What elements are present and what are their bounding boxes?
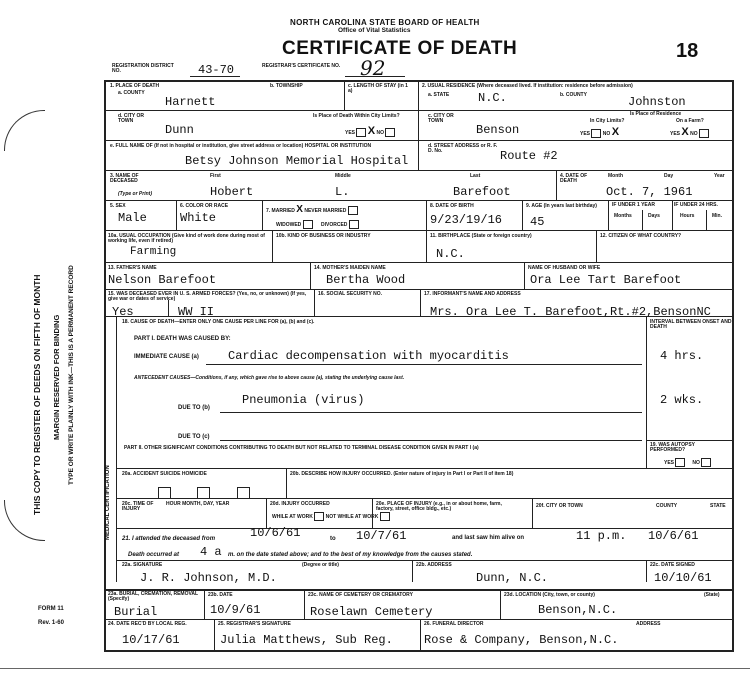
within-no-label: NO — [376, 129, 385, 136]
married-label: 7. MARRIED — [266, 207, 295, 214]
not-at-work-label: NOT WHILE AT WORK — [325, 513, 379, 520]
death-occurred-rest: m. on the date stated above; and to the best of my knowledge from the causes stated. — [228, 552, 473, 558]
attended-to: 10/7/61 — [356, 529, 407, 543]
res-county: Johnston — [628, 95, 686, 109]
due-b-label: DUE TO (b) — [178, 405, 210, 411]
res-in-place-label: Is Place of Residence — [630, 111, 682, 117]
res-state: N.C. — [478, 91, 507, 105]
part1-label: PART I. DEATH WAS CAUSED BY: — [134, 336, 231, 342]
cemetery-name: Roselawn Cemetery — [310, 605, 433, 619]
death-occurred-at: 4 a — [200, 545, 222, 559]
war-service: WW II — [178, 305, 215, 319]
farm-yes-label: YES — [670, 130, 681, 137]
accident-type-label: 20a. ACCIDENT SUICIDE HOMICIDE — [122, 471, 207, 477]
due-to-b: Pneumonia (virus) — [242, 393, 365, 407]
occupation: Farming — [130, 246, 177, 258]
res-no-mark: X — [611, 125, 620, 138]
accident-boxes — [158, 484, 250, 502]
months-label: Months — [614, 213, 632, 219]
sex-label: 5. SEX — [110, 203, 126, 209]
sex: Male — [118, 211, 147, 225]
business-label: 10b. KIND OF BUSINESS OR INDUSTRY — [276, 233, 371, 239]
last-name-label: Last — [470, 173, 481, 179]
hospital-name: Betsy Johnson Memorial Hospital — [185, 154, 409, 168]
stay-label: c. LENGTH OF STAY (in 1 a) — [348, 83, 408, 94]
form-revision: Rev. 1-60 — [38, 620, 64, 626]
injury-occurred-label: 20d. INJURY OCCURRED — [270, 501, 330, 507]
last-saw-label: and last saw him alive on — [452, 535, 525, 541]
due-b-interval: 2 wks. — [660, 393, 704, 407]
res-in-city-label: In City Limits? — [590, 118, 625, 124]
location-label: 23d. LOCATION (City, town, or county) — [504, 592, 595, 598]
first-name-label: First — [210, 173, 221, 179]
date-of-death-label: 4. DATE OF DEATH — [560, 173, 588, 184]
office-heading: Office of Vital Statistics — [338, 27, 411, 34]
last-name: Barefoot — [453, 185, 511, 199]
burial-date: 10/9/61 — [210, 603, 261, 617]
mother-label: 14. MOTHER'S MAIDEN NAME — [314, 265, 386, 271]
immediate-cause-label: IMMEDIATE CAUSE (a) — [134, 354, 199, 360]
res-county-label: b. COUNTY — [560, 92, 587, 98]
res-yes-box — [591, 129, 601, 138]
antecedent-label: ANTECEDENT CAUSES—Conditions, if any, which gave rise to above cause (a), stating the underlying cause last. — [134, 375, 405, 381]
days-label: Days — [648, 213, 660, 219]
cause-label: 18. CAUSE OF DEATH—ENTER ONLY ONE CAUSE PER LINE FOR (a), (b) and (c). — [122, 319, 315, 325]
father-label: 13. FATHER'S NAME — [108, 265, 157, 271]
never-married-box — [348, 206, 358, 215]
funeral-director-label: 26. FUNERAL DIRECTOR — [424, 621, 484, 627]
hospital-label: e. FULL NAME OF (If not in hospital or institution, give street address or location) HOSPITAL OR INSTITUTION — [110, 143, 372, 149]
funeral-director: Rose & Company, Benson,N.C. — [424, 633, 619, 647]
suicide-box — [197, 487, 210, 499]
birthplace: N.C. — [436, 247, 465, 261]
residence-label: 2. USUAL RESIDENCE (Where deceased lived. If institution: residence before admission) — [422, 83, 633, 89]
spouse-name: Ora Lee Tart Barefoot — [530, 273, 682, 287]
divorced-box — [349, 220, 359, 229]
res-state-label: a. STATE — [428, 92, 450, 98]
farm-no-label: NO — [690, 130, 698, 137]
death-county: Harnett — [165, 95, 216, 109]
res-yes-label: YES — [580, 130, 591, 137]
armed-forces: Yes — [112, 305, 134, 319]
within-limits-label: Is Place of Death Within City Limits? — [313, 113, 400, 119]
sidebar-ink-line: TYPE OR WRITE PLAINLY WITH INK—THIS IS A PERMANENT RECORD — [68, 265, 75, 485]
form-number: FORM 11 — [38, 606, 64, 612]
due-c-label: DUE TO (c) — [178, 434, 210, 440]
while-work-box — [314, 512, 324, 521]
autopsy-yes-box — [675, 458, 685, 467]
birth-label: 8. DATE OF BIRTH — [430, 203, 474, 209]
certifier-address: Dunn, N.C. — [476, 571, 549, 585]
location-state-label: (State) — [704, 592, 720, 598]
armed-forces-label: 15. WAS DECEASED EVER IN U. S. ARMED FORCES? (Yes, no, or unknown) (If yes, give war or dates of service) — [108, 291, 307, 302]
date-signed-label: 22c. DATE SIGNED — [650, 562, 695, 568]
death-occurred-label: Death occurred at — [128, 552, 180, 558]
burial-label: 23a. BURIAL, CREMATION, REMOVAL (Specify) — [108, 591, 199, 602]
divorced-label: DIVORCED — [321, 221, 348, 228]
funeral-address-label: ADDRESS — [636, 621, 661, 627]
informant-label: 17. INFORMANT'S NAME AND ADDRESS — [424, 291, 521, 297]
accident-box — [158, 487, 171, 499]
rec-date-label: 24. DATE REC'D BY LOCAL REG. — [108, 621, 187, 627]
married-mark: X — [296, 203, 303, 215]
race: White — [180, 211, 217, 225]
injury-city-label: 20f. CITY OR TOWN — [536, 503, 583, 509]
how-injury-label: 20b. DESCRIBE HOW INJURY OCCURRED. (Enter nature of injury in Part I or Part II of item 18) — [290, 471, 514, 477]
race-label: 6. COLOR OR RACE — [180, 203, 229, 209]
res-street-label: d. STREET ADDRESS or R. F. D. No. — [428, 143, 498, 154]
registrar-cert-value: 92 — [360, 56, 386, 80]
immediate-interval: 4 hrs. — [660, 349, 704, 363]
middle-name: L. — [335, 185, 350, 199]
occupation-label: 10a. USUAL OCCUPATION (Give kind of work done during most of working life, even if retired) — [108, 233, 265, 244]
mother-name: Bertha Wood — [326, 273, 406, 287]
res-street: Route #2 — [500, 149, 558, 163]
injury-state-label: STATE — [710, 503, 726, 509]
rec-date: 10/17/61 — [122, 633, 180, 647]
birthplace-label: 11. BIRTHPLACE (State or foreign country) — [430, 233, 532, 239]
death-city: Dunn — [165, 123, 194, 137]
interval-label: INTERVAL BETWEEN ONSET AND DEATH — [650, 319, 732, 330]
min-label: Min. — [712, 213, 722, 219]
res-city: Benson — [476, 123, 520, 137]
sidebar-margin-line: MARGIN RESERVED FOR BINDING — [52, 314, 61, 440]
father-name: Nelson Barefoot — [108, 273, 217, 287]
age-label: 9. AGE (In years last birthday) — [526, 203, 597, 209]
autopsy-label: 19. WAS AUTOPSY PERFORMED? — [650, 442, 695, 453]
registrar-signature: Julia Matthews, Sub Reg. — [220, 633, 393, 647]
reg-district-value: 43-70 — [198, 63, 235, 77]
widowed-box — [303, 220, 313, 229]
time-sub-label: HOUR MONTH, DAY, YEAR — [166, 501, 230, 507]
deceased-name-label: 3. NAME OF DECEASED — [110, 173, 139, 184]
reg-district-label: REGISTRATION DISTRICT NO. — [112, 63, 174, 74]
attended-to-label: to — [330, 536, 336, 542]
year-label: Year — [714, 173, 725, 179]
under-1-label: IF UNDER 1 YEAR — [612, 202, 655, 208]
attended-from: 10/6/61 — [250, 526, 301, 540]
within-yes-box — [356, 128, 366, 137]
page-title: CERTIFICATE OF DEATH — [282, 38, 518, 59]
hours-label: Hours — [680, 213, 695, 219]
death-city-label: d. CITY OR TOWN — [118, 113, 145, 124]
last-seen-time: 11 p.m. — [576, 529, 627, 543]
within-no-mark: X — [367, 124, 376, 137]
farm-no-box — [699, 129, 709, 138]
within-yes-label: YES — [345, 129, 356, 136]
township-label: b. TOWNSHIP — [270, 83, 303, 89]
date-signed: 10/10/61 — [654, 571, 712, 585]
burial-date-label: 23b. DATE — [208, 592, 233, 598]
middle-name-label: Middle — [335, 173, 351, 179]
cemetery-label: 23c. NAME OF CEMETERY OR CREMATORY — [308, 592, 413, 598]
farm-no-mark: X — [681, 125, 689, 138]
corner-number: 18 — [676, 40, 699, 62]
ssn-label: 16. SOCIAL SECURITY NO. — [318, 291, 382, 297]
registrar-cert-label: REGISTRAR'S CERTIFICATE NO. — [262, 63, 341, 69]
burial-location: Benson,N.C. — [538, 603, 618, 617]
medical-certification-label: MEDICAL CERTIFICATION — [105, 465, 111, 540]
autopsy-no-label: NO — [692, 459, 700, 466]
res-city-label: c. CITY OR TOWN — [428, 113, 454, 124]
month-label: Month — [608, 173, 623, 179]
never-married-label: NEVER MARRIED — [304, 207, 347, 214]
degree-label: (Degree or title) — [302, 562, 339, 568]
certifier-address-label: 22b. ADDRESS — [416, 562, 452, 568]
autopsy-yes-label: YES — [664, 459, 675, 466]
type-or-print-label: (Type or Print) — [118, 191, 152, 197]
date-of-birth: 9/23/19/16 — [430, 213, 503, 227]
autopsy-no-box — [701, 458, 711, 467]
age: 45 — [530, 215, 545, 229]
immediate-cause: Cardiac decompensation with myocarditis — [228, 349, 509, 363]
time-injury-label: 20c. TIME OF INJURY — [122, 501, 154, 512]
binding-margin-arc — [4, 110, 45, 151]
while-at-work-label: WHILE AT WORK — [272, 513, 313, 520]
injury-county-label: COUNTY — [656, 503, 678, 509]
res-no-label: NO — [602, 130, 611, 137]
last-seen-date: 10/6/61 — [648, 529, 699, 543]
homicide-box — [237, 487, 250, 499]
spouse-label: NAME OF HUSBAND OR WIFE — [528, 265, 601, 271]
place-injury-label: 20e. PLACE OF INJURY (e.g., in or about home, farm, factory, street, office bldg., etc.) — [376, 501, 502, 512]
attended-label: 21. I attended the deceased from — [122, 536, 216, 542]
citizen-label: 12. CITIZEN OF WHAT COUNTRY? — [600, 233, 682, 239]
board-heading: NORTH CAROLINA STATE BOARD OF HEALTH — [290, 18, 480, 27]
informant: Mrs. Ora Lee T. Barefoot,Rt.#2,BensonNC — [430, 305, 711, 319]
part2-label: PART II. OTHER SIGNIFICANT CONDITIONS CONTRIBUTING TO DEATH BUT NOT RELATED TO TERMINAL DISEASE CONDITION GIVEN IN PART I (a) — [124, 445, 479, 451]
under-24-label: IF UNDER 24 HRS. — [674, 202, 718, 208]
res-on-farm-label: On a Farm? — [676, 118, 704, 124]
signature-label: 22a. SIGNATURE — [122, 562, 163, 568]
date-of-death: Oct. 7, 1961 — [606, 185, 693, 199]
sidebar-register-line: THIS COPY TO REGISTER OF DEEDS ON FIFTH OF MONTH — [32, 274, 42, 515]
burial-method: Burial — [114, 605, 158, 619]
widowed-label: WIDOWED — [276, 221, 302, 228]
first-name: Hobert — [210, 185, 254, 199]
not-work-box — [380, 512, 390, 521]
day-label: Day — [664, 173, 674, 179]
registrar-signature-label: 25. REGISTRAR'S SIGNATURE — [218, 621, 291, 627]
death-county-label: a. COUNTY — [118, 90, 145, 96]
physician-signature: J. R. Johnson, M.D. — [140, 571, 277, 585]
place-of-death-label: 1. PLACE OF DEATH — [110, 83, 160, 89]
within-no-box — [385, 128, 395, 137]
